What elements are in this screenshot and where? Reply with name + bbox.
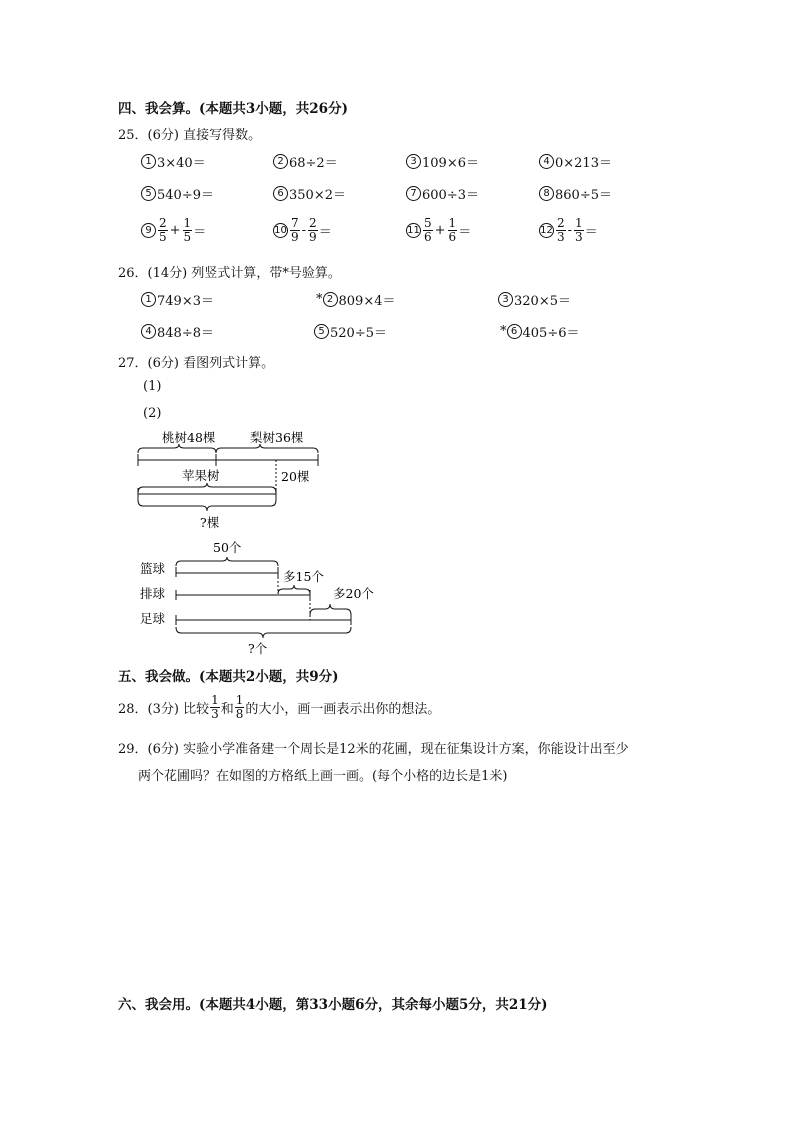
item-number: 4 [141,324,156,339]
section5-heading: 五、我会做。(本题共2小题，共9分) [118,669,339,685]
more15-brace [278,585,310,594]
item-number: 2 [273,154,288,169]
item-number: 6 [273,186,288,201]
q25-item [141,152,206,171]
tree-line-diagram [130,425,330,535]
item-expression: 600÷3＝ [422,188,479,203]
q25-item [406,184,479,203]
item-expression: 0×213＝ [555,156,612,171]
q26-item [498,290,571,309]
q25-title: 25．(6分) 直接写得数。 [118,128,262,143]
item-expression: 860÷5＝ [555,188,612,203]
equals: ＝ [193,225,207,240]
item-expression: 68÷2＝ [289,156,338,171]
item-expression: 540÷9＝ [157,188,214,203]
apple-label: 苹果树 [182,468,220,483]
q26-item [500,322,579,341]
q25-item [539,152,612,171]
q28-fraction-a: $\frac{1}{3}$ [211,693,219,721]
item-number: 10 [274,225,287,236]
ball-total-label: ?个 [248,641,268,656]
more15-label: 多15个 [283,569,324,584]
diff-label: 20棵 [281,469,310,484]
q28-mid: 和 [220,702,234,717]
fraction-a: $\frac{2}{3}$ [557,216,565,244]
football-label: 足球 [140,611,166,626]
fraction-b: $\frac{1}{3}$ [575,216,583,244]
q25-fraction-item [539,217,598,244]
q29-line1: 29．(6分) 实验小学准备建一个周长是12米的花圃，现在征集设计方案，你能设计出至少 [118,742,629,757]
basketball-brace [176,557,278,566]
item-number: 5 [314,324,329,339]
item-expression: 405÷6＝ [522,326,580,341]
q28-pre: 28．(3分) 比较 [118,702,210,717]
item-expression: 809×4＝ [338,294,396,309]
check-mark: * [500,324,507,339]
q27-part2-label: (2) [143,406,162,421]
total-brace [138,500,276,511]
item-number: 1 [141,292,156,307]
operator: + [169,223,181,238]
item-number: 9 [141,223,156,238]
total-label: ?棵 [200,515,220,530]
ball-line-diagram [130,536,390,658]
item-expression: 749×3＝ [157,294,214,309]
item-expression: 520÷5＝ [330,326,387,341]
q26-title: 26．(14分) 列竖式计算，带*号验算。 [118,266,341,281]
pear-label: 梨树36棵 [250,430,304,445]
q26-item [141,290,214,309]
q26-item [316,290,395,309]
check-mark: * [316,292,323,307]
item-expression: 848÷8＝ [157,326,214,341]
equals: ＝ [318,225,332,240]
fifty-label: 50个 [213,540,242,555]
item-number: 5 [141,186,156,201]
item-expression: 350×2＝ [289,188,346,203]
fraction-b: $\frac{2}{9}$ [309,216,317,244]
item-number: 4 [539,154,554,169]
more20-label: 多20个 [333,586,374,601]
apple-brace [138,483,276,493]
item-number: 3 [406,154,421,169]
ball-total-brace [176,627,351,638]
peach-brace [138,444,216,453]
q27-title: 27．(6分) 看图列式计算。 [118,356,275,371]
item-number: 6 [507,324,522,339]
volleyball-label: 排球 [140,586,166,601]
q28 [118,694,440,721]
equals: ＝ [458,225,472,240]
fraction-b: $\frac{1}{5}$ [183,216,192,244]
operator: - [301,223,307,238]
item-number: 2 [323,292,338,307]
item-expression: 320×5＝ [514,294,571,309]
q29-line2: 两个花圃吗？在如图的方格纸上画一画。(每个小格的边长是1米) [138,769,508,784]
q25-fraction-item [273,217,332,244]
q25-item [141,184,214,203]
q25-item [273,152,338,171]
fraction-b: $\frac{1}{6}$ [448,216,457,244]
fraction-a: $\frac{7}{9}$ [291,216,299,244]
operator: - [567,223,573,238]
pear-brace [216,444,318,453]
q25-item [539,184,612,203]
item-number: 8 [539,186,554,201]
basketball-label: 篮球 [140,561,166,576]
q25-fraction-item [406,217,471,244]
operator: + [434,223,446,238]
item-number: 12 [540,225,553,236]
more20-brace [310,604,351,615]
item-expression: 109×6＝ [422,156,479,171]
section6-heading: 六、我会用。(本题共4小题，第33小题6分，其余每小题5分，共21分) [118,997,548,1013]
equals: ＝ [584,225,598,240]
section4-heading: 四、我会算。(本题共3小题，共26分) [118,101,348,117]
peach-label: 桃树48棵 [162,430,216,445]
q25-item [406,152,479,171]
item-expression: 3×40＝ [157,156,206,171]
q25-fraction-item [141,217,206,244]
item-number: 11 [407,225,420,236]
fraction-a: $\frac{2}{5}$ [159,216,167,244]
q26-item [141,322,214,341]
item-number: 7 [406,186,421,201]
fraction-a: $\frac{5}{6}$ [424,216,432,244]
q28-fraction-b: $\frac{1}{8}$ [235,693,244,721]
q26-item [314,322,387,341]
item-number: 1 [141,154,156,169]
q27-part1-label: (1) [143,379,162,394]
q25-item [273,184,346,203]
item-number: 3 [498,292,513,307]
q28-post: 的大小，画一画表示出你的想法。 [245,702,441,717]
